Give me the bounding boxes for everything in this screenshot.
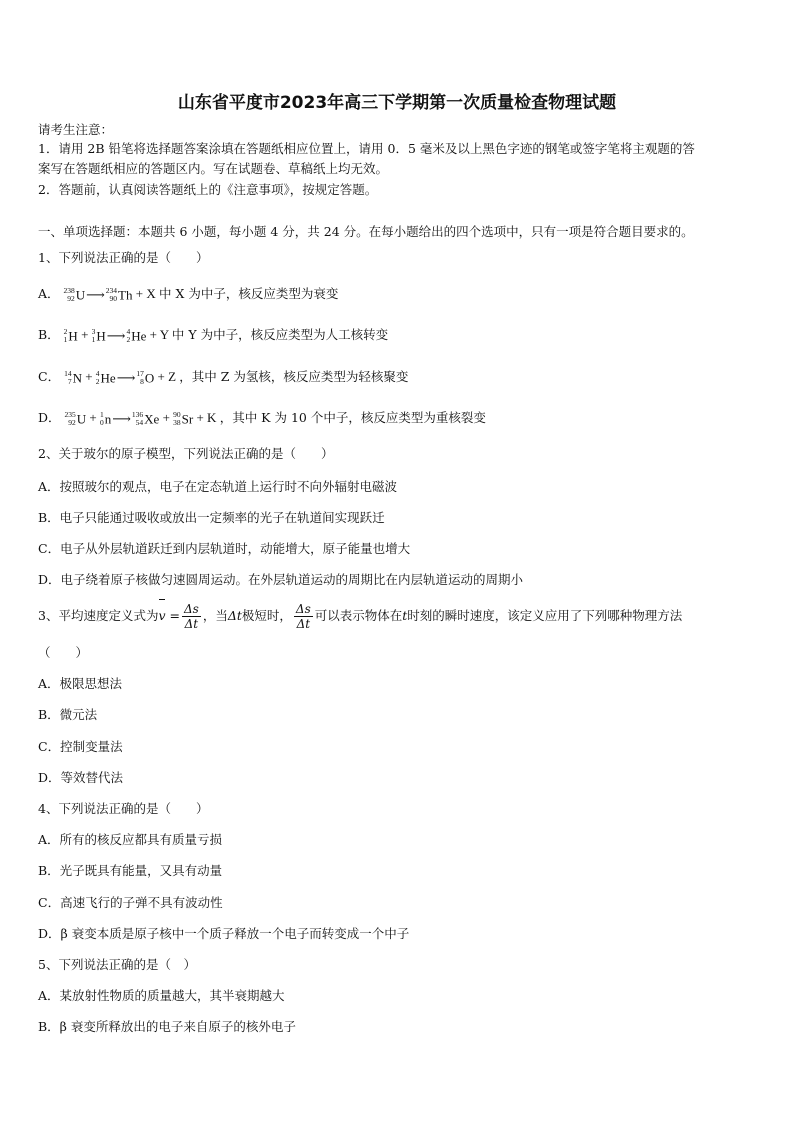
q3-paren: （ ） bbox=[38, 645, 89, 660]
q5-stem: 5、下列说法正确的是（ ） bbox=[38, 957, 196, 972]
nuclear-equation: 2 1 H + 3 1 H⟶ 4 2 He + Y bbox=[63, 327, 172, 345]
option-text: ，其中 Z 为氢核，核反应类型为轻核聚变 bbox=[179, 369, 409, 384]
q3-stem: 3、平均速度定义式为v = $\frac{\Delta s}{\Delta t}$ ，当Δt极短时， $\frac{\Delta s}{\Delta t}$ 可以表示物体在t时刻的瞬时速度，该定义应用了下列哪种物理方法 bbox=[38, 602, 683, 631]
option-label: D． bbox=[38, 410, 61, 425]
q3-option-a[interactable]: A．极限思想法 bbox=[38, 676, 123, 691]
q1-option-c[interactable] bbox=[38, 369, 408, 386]
q1-option-a[interactable] bbox=[38, 286, 338, 303]
notice-item-1-cont: 案写在答题纸相应的答题区内。写在试题卷、草稿纸上均无效。 bbox=[38, 161, 389, 176]
q4-stem: 4、下列说法正确的是（ ） bbox=[38, 801, 209, 816]
notice-item-1: 1．请用 2B 铅笔将选择题答案涂填在答题纸相应位置上，请用 0．5 毫米及以上黑色字迹的钢笔或签字笔将主观题的答 bbox=[38, 141, 695, 156]
section-heading: 一、单项选择题：本题共 6 小题，每小题 4 分，共 24 分。在每小题给出的四个选项中，只有一项是符合题目要求的。 bbox=[38, 224, 694, 239]
q2-option-c[interactable]: C．电子从外层轨道跃迁到内层轨道时，动能增大，原子能量也增大 bbox=[38, 541, 411, 556]
option-label: B． bbox=[38, 327, 60, 342]
notice-header: 请考生注意： bbox=[38, 122, 114, 137]
q1-option-b[interactable] bbox=[38, 327, 388, 344]
q4-option-b[interactable]: B．光子既具有能量，又具有动量 bbox=[38, 863, 223, 878]
notice-item-2: 2．答题前，认真阅读答题纸上的《注意事项》，按规定答题。 bbox=[38, 182, 378, 197]
q3-option-d[interactable]: D．等效替代法 bbox=[38, 770, 124, 785]
q5-option-a[interactable]: A．某放射性物质的质量越大，其半衰期越大 bbox=[38, 988, 285, 1003]
page-title: 山东省平度市2023年高三下学期第一次质量检查物理试题 bbox=[177, 93, 617, 113]
q2-option-a[interactable]: A．按照玻尔的观点，电子在定态轨道上运行时不向外辐射电磁波 bbox=[38, 479, 398, 494]
fraction: $\frac{\Delta s}{\Delta t}$ bbox=[183, 602, 199, 631]
nuclear-equation: 235 92 U + 1 0 n⟶ 136 54 Xe + 90 38 Sr + K bbox=[64, 410, 220, 428]
option-text: 中 X 为中子，核反应类型为衰变 bbox=[158, 286, 339, 301]
q2-option-d[interactable]: D．电子绕着原子核做匀速圆周运动。在外层轨道运动的周期比在内层轨道运动的周期小 bbox=[38, 572, 524, 587]
fraction: $\frac{\Delta s}{\Delta t}$ bbox=[295, 602, 311, 631]
q4-option-c[interactable]: C．高速飞行的子弹不具有波动性 bbox=[38, 895, 223, 910]
q3-option-b[interactable]: B．微元法 bbox=[38, 707, 98, 722]
option-text: ，其中 K 为 10 个中子，核反应类型为重核裂变 bbox=[219, 410, 486, 425]
option-text: 中 Y 为中子，核反应类型为人工核转变 bbox=[171, 327, 389, 342]
q1-option-d[interactable] bbox=[38, 410, 486, 427]
q2-option-b[interactable]: B．电子只能通过吸收或放出一定频率的光子在轨道间实现跃迁 bbox=[38, 510, 385, 525]
q4-option-d[interactable]: D．β 衰变本质是原子核中一个质子释放一个电子而转变成一个中子 bbox=[38, 926, 410, 941]
q3-option-c[interactable]: C．控制变量法 bbox=[38, 739, 123, 754]
option-label: A． bbox=[38, 286, 60, 301]
option-label: C． bbox=[38, 369, 61, 384]
nuclear-equation: 238 92 U⟶ 234 90 Th + X bbox=[63, 286, 159, 304]
q4-option-a[interactable]: A．所有的核反应都具有质量亏损 bbox=[38, 832, 223, 847]
q1-stem: 1、下列说法正确的是（ ） bbox=[38, 250, 209, 265]
q2-stem: 2、关于玻尔的原子模型，下列说法正确的是（ ） bbox=[38, 446, 334, 461]
q5-option-b[interactable]: B．β 衰变所释放出的电子来自原子的核外电子 bbox=[38, 1019, 296, 1034]
nuclear-equation: 14 7 N + 4 2 He⟶ 17 8 O + Z bbox=[64, 369, 180, 387]
